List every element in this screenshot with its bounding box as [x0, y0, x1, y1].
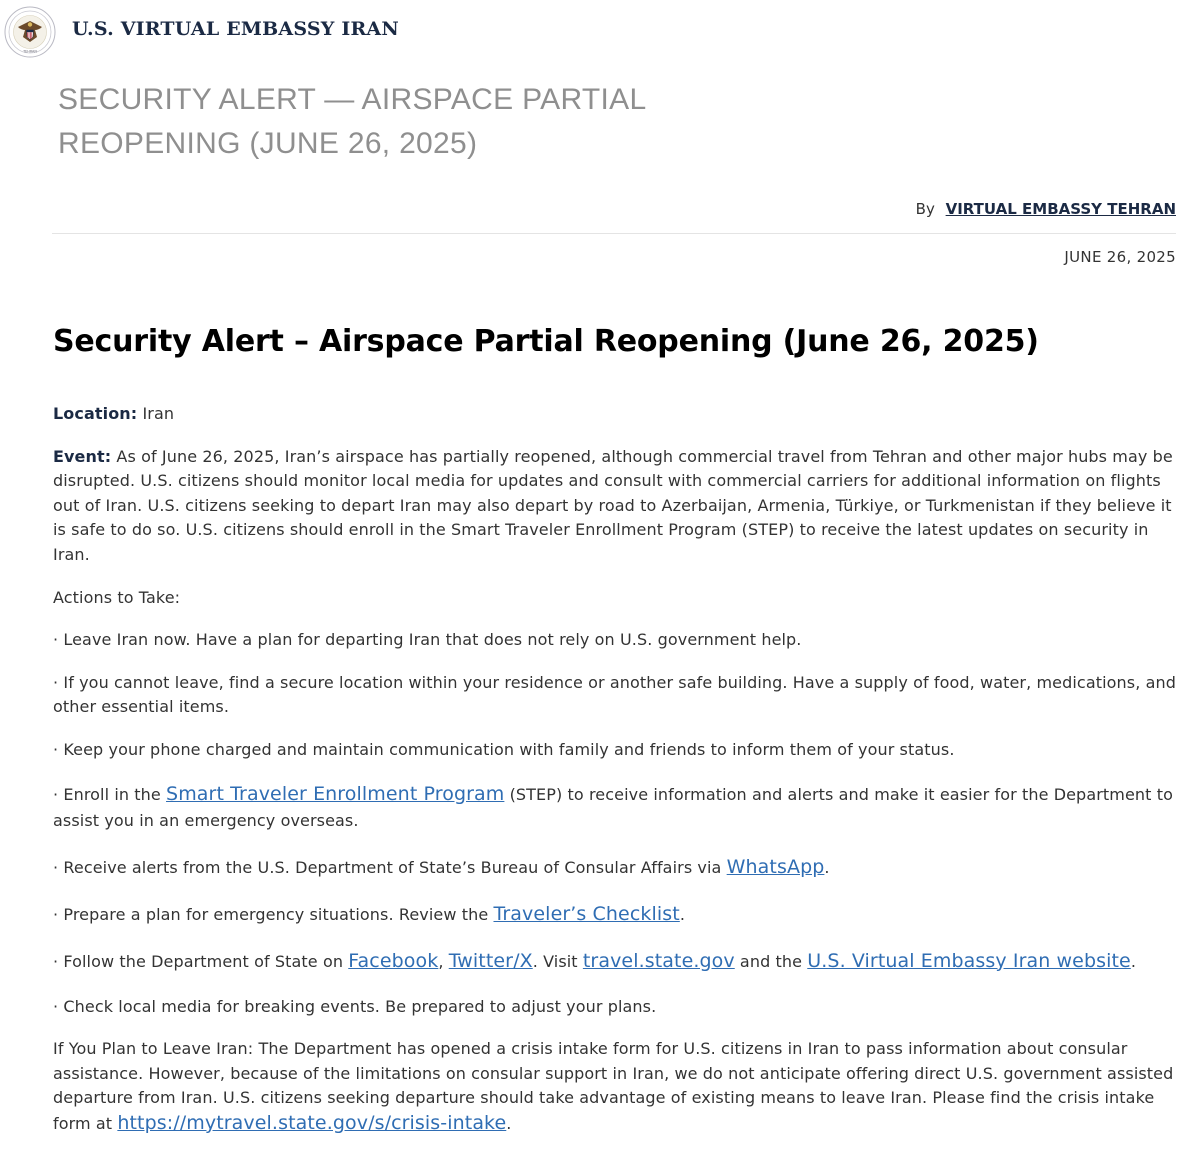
action-item	[53, 854, 1178, 881]
action-item	[53, 901, 1178, 928]
action-text: · Receive alerts from the U.S. Department of State’s Bureau of Consular Affairs via	[53, 857, 727, 877]
leave-post: .	[506, 1113, 512, 1133]
author-link[interactable]: VIRTUAL EMBASSY TEHRAN	[945, 200, 1176, 218]
article-heading: Security Alert – Airspace Partial Reopening (June 26, 2025)	[53, 324, 1039, 359]
location-label: Location:	[53, 404, 138, 423]
action-item: · Leave Iran now. Have a plan for departing Iran that does not rely on U.S. government help.	[53, 630, 802, 650]
action-item: · If you cannot leave, find a secure location within your residence or another safe building. Have a supply of food, water, medications, and other essential items.	[53, 672, 1176, 717]
action-text: · Follow the Department of State on	[53, 951, 349, 971]
action-text: .	[1130, 951, 1137, 971]
page-title: SECURITY ALERT — AIRSPACE PARTIAL REOPENING (JUNE 26, 2025)	[58, 83, 646, 160]
leave-iran-paragraph	[53, 1037, 1178, 1136]
travelers-checklist-link[interactable]: Traveler’s Checklist	[493, 902, 680, 925]
location-value: Iran	[137, 404, 175, 423]
action-text: and the	[734, 951, 808, 971]
action-text: ,	[438, 951, 449, 971]
site-name-link[interactable]: U.S. VIRTUAL EMBASSY IRAN	[72, 18, 399, 40]
event-paragraph	[53, 445, 1178, 568]
leave-text: If You Plan to Leave Iran: The Department has opened a crisis intake form for U.S. citizens in Iran to pass information about consular assistance. However, because of the limitations on consular support in Iran, we do not anticipate offering direct U.S. government assisted departure from Iran. U.S. citizens seeking departure should take advantage of existing means to leave Iran. Please find the crisis intake form at	[53, 1039, 1174, 1133]
divider	[52, 233, 1176, 234]
action-text: (STEP) to receive information and alerts and make it easier for the Department to assist you in an emergency overseas.	[53, 784, 1173, 830]
event-label: Event:	[53, 446, 112, 466]
crisis-intake-link[interactable]: https://mytravel.state.gov/s/crisis-intake	[117, 1111, 507, 1134]
travel-state-gov-link[interactable]: travel.state.gov	[582, 949, 735, 972]
action-text: . Visit	[532, 951, 583, 971]
action-item	[53, 948, 1178, 975]
svg-text:TEHRAN: TEHRAN	[23, 49, 37, 54]
facebook-link[interactable]: Facebook	[348, 949, 439, 972]
byline	[916, 200, 1176, 218]
event-text: As of June 26, 2025, Iran’s airspace has partially reopened, although commercial travel from Tehran and other major hubs may be disrupted. U.S. citizens should monitor local media for updates and consult with commercial carriers for additional information on flights out of Iran. U.S. citizens seeking to depart Iran may also depart by road to Azerbaijan, Armenia, Türkiye, or Turkmenistan if they believe it is safe to do so. U.S. citizens should enroll in the Smart Traveler Enrollment Program (STEP) to receive the latest updates on security in Iran.	[53, 446, 1173, 564]
action-item: · Keep your phone charged and maintain communication with family and friends to inform them of your status.	[53, 739, 955, 759]
action-text: · Enroll in the	[53, 784, 167, 804]
embassy-website-link[interactable]: U.S. Virtual Embassy Iran website	[807, 949, 1131, 972]
twitter-link[interactable]: Twitter/X	[448, 949, 533, 972]
action-text: .	[679, 904, 685, 924]
action-item	[53, 781, 1178, 834]
whatsapp-link[interactable]: WhatsApp	[726, 855, 825, 878]
action-item: · Check local media for breaking events. Be prepared to adjust your plans.	[53, 996, 657, 1016]
site-header	[0, 0, 1200, 64]
byline-prefix: By	[915, 200, 935, 218]
actions-heading: Actions to Take:	[53, 587, 181, 607]
action-text: · Prepare a plan for emergency situations. Review the	[53, 904, 494, 924]
step-program-link[interactable]: Smart Traveler Enrollment Program	[166, 782, 505, 805]
action-text: .	[824, 857, 830, 877]
location-paragraph	[53, 402, 1178, 427]
us-embassy-seal-icon[interactable]	[4, 6, 56, 58]
article-body	[53, 318, 1178, 1155]
post-date: JUNE 26, 2025	[1064, 248, 1176, 266]
